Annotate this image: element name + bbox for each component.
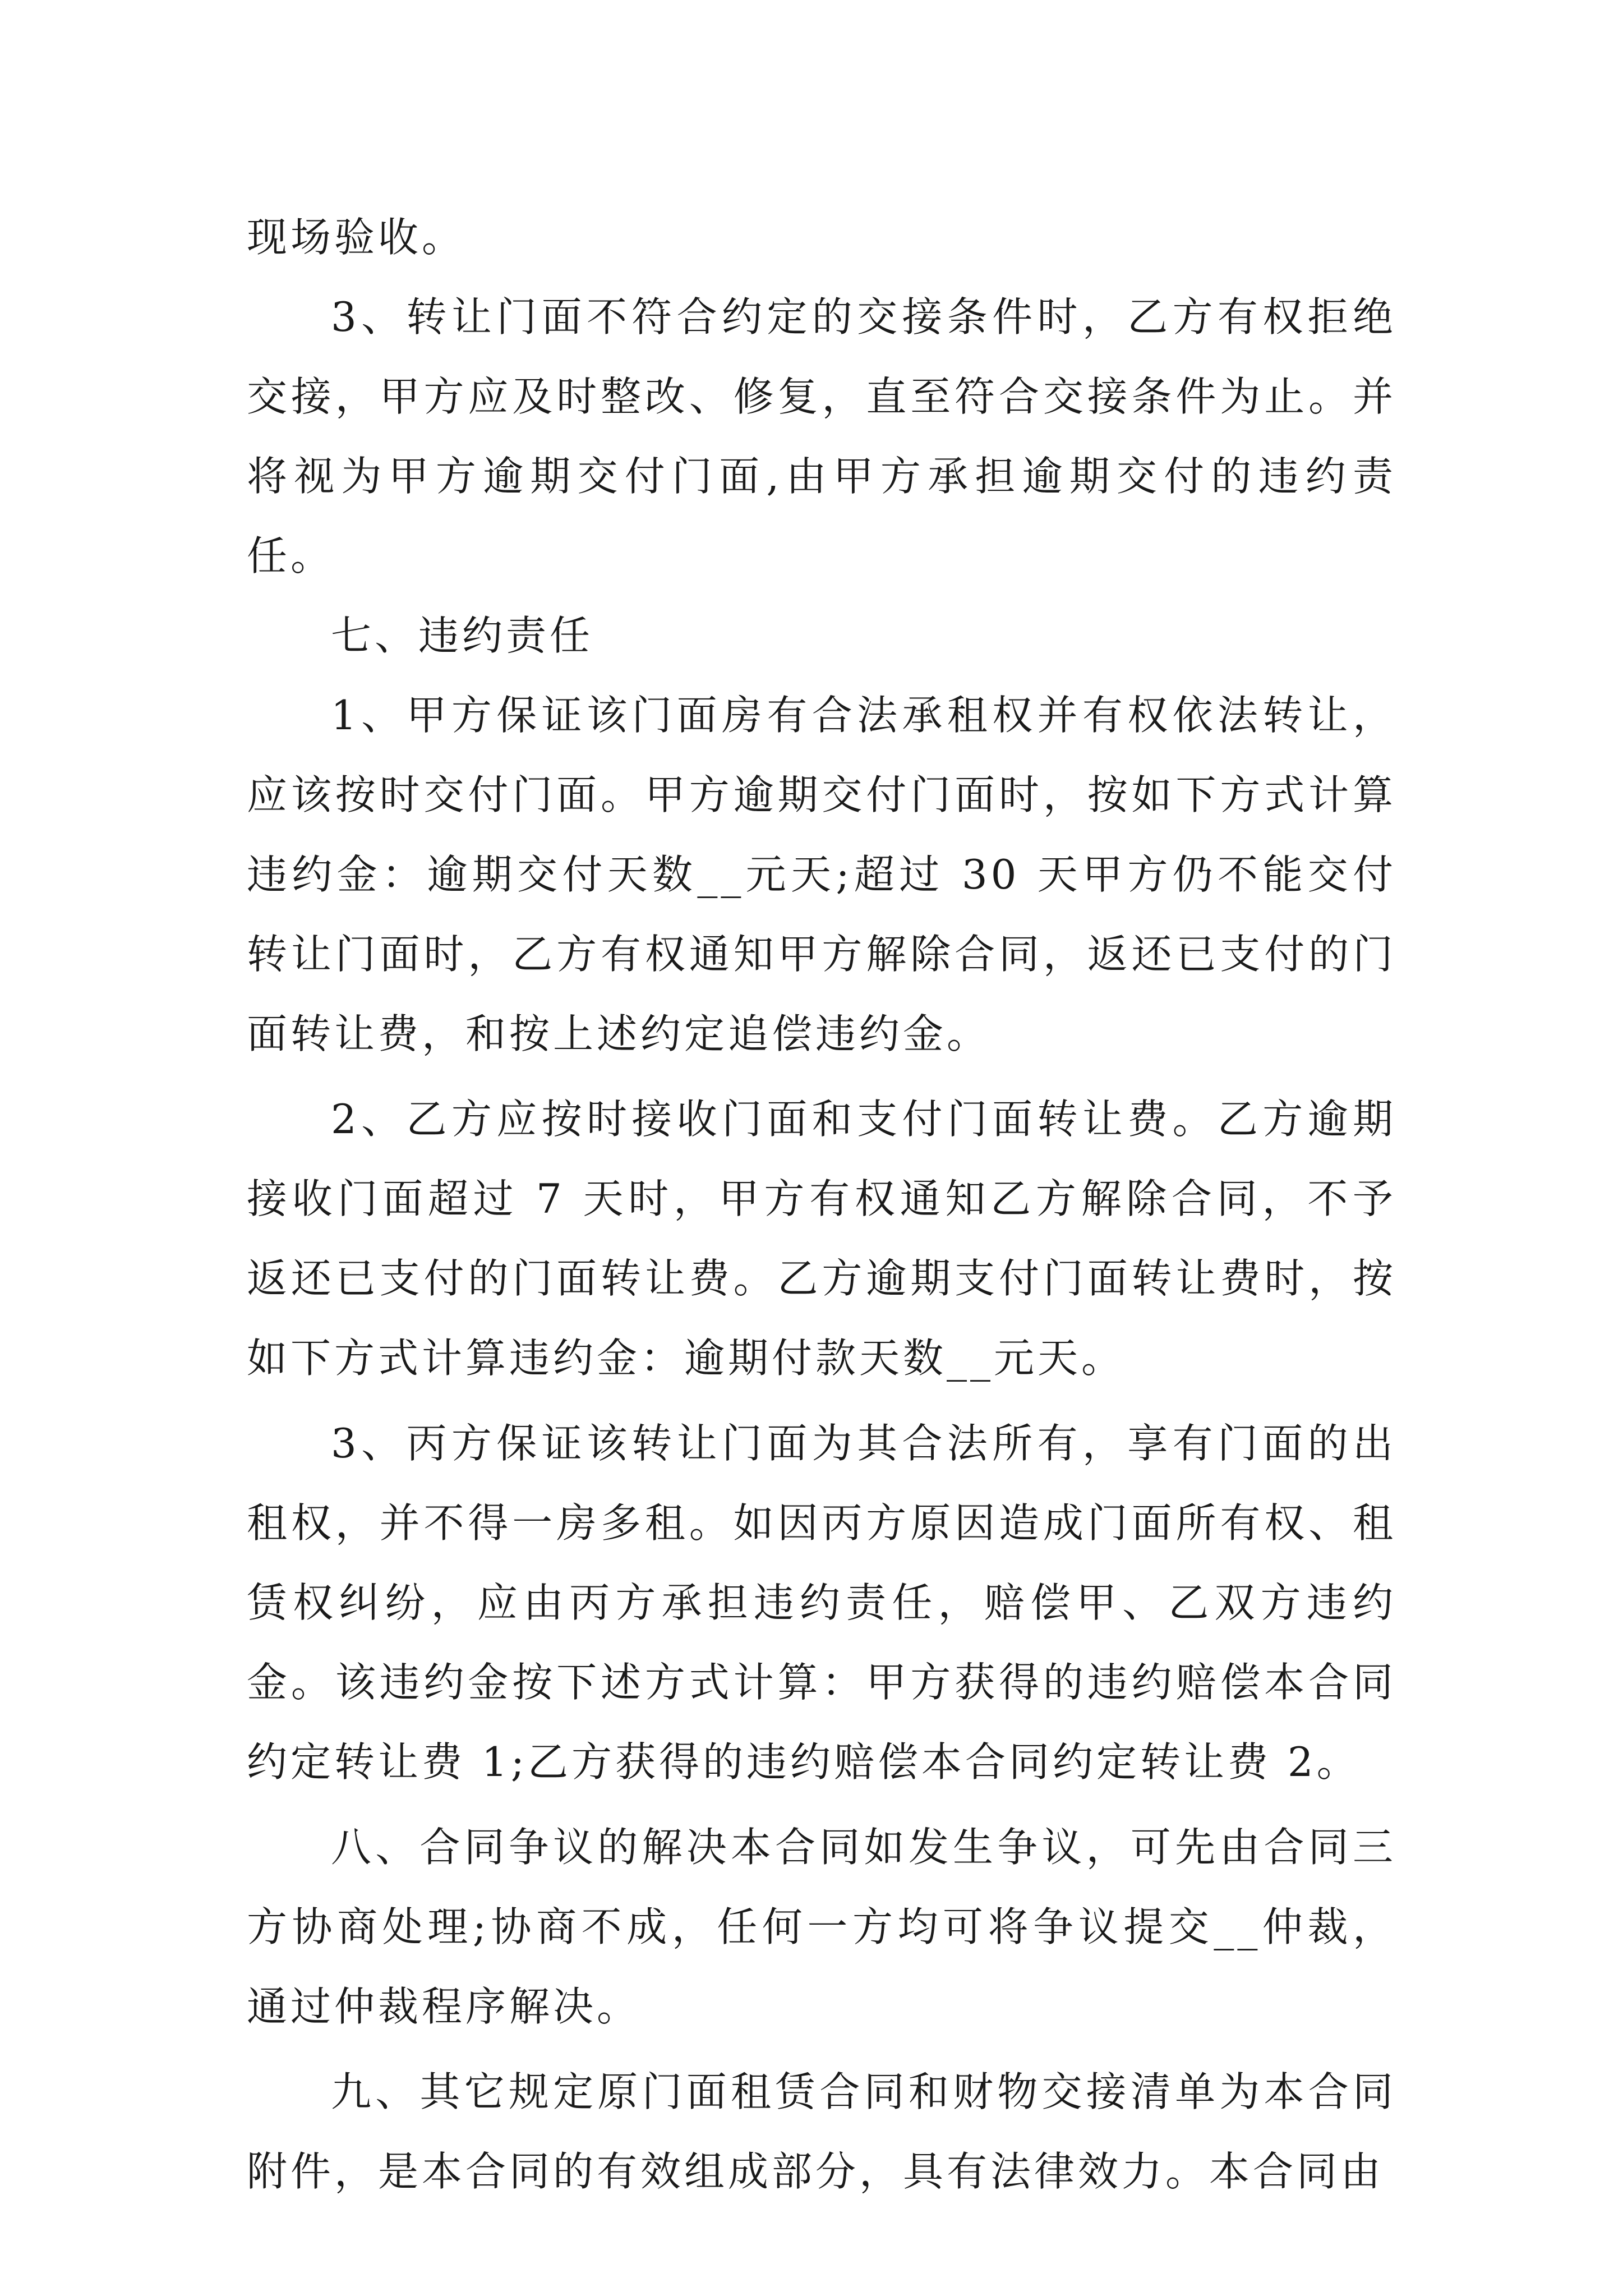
document-body xyxy=(247,197,1396,2211)
paragraph-dispute-resolution: 八、合同争议的解决本合同如发生争议，可先由合同三方协商处理;协商不成，任何一方均可将争议提交__仲裁，通过仲裁程序解决。 xyxy=(247,1824,1396,2030)
paragraph-clause-7-2: 2、乙方应按时接收门面和支付门面转让费。乙方逾期接收门面超过 7 天时，甲方有权通知乙方解除合同，不予返还已支付的门面转让费。乙方逾期支付门面转让费时，按如下方式计算违约金：逾期付款天数__元天。 xyxy=(247,1096,1396,1382)
paragraph-other-provisions: 九、其它规定原门面租赁合同和财物交接清单为本合同附件，是本合同的有效组成部分，具有法律效力。本合同由 xyxy=(247,2068,1396,2195)
paragraph-continuation: 现场验收。 xyxy=(247,214,466,261)
section-heading-breach-liability: 七、违约责任 xyxy=(331,612,594,659)
paragraph-clause-6-3: 3、转让门面不符合约定的交接条件时，乙方有权拒绝交接，甲方应及时整改、修复，直至符合交接条件为止。并将视为甲方逾期交付门面,由甲方承担逾期交付的违约责任。 xyxy=(247,293,1396,579)
paragraph-clause-7-1: 1、甲方保证该门面房有合法承租权并有权依法转让，应该按时交付门面。甲方逾期交付门面时，按如下方式计算违约金：逾期交付天数__元天;超过 30 天甲方仍不能交付转让门面时，乙方有权通知甲方解除合同，返还已支付的门面转让费，和按上述约定追偿违约金。 xyxy=(247,692,1396,1057)
paragraph-clause-7-3: 3、丙方保证该转让门面为其合法所有，享有门面的出租权，并不得一房多租。如因丙方原因造成门面所有权、租赁权纠纷，应由丙方承担违约责任，赔偿甲、乙双方违约金。该违约金按下述方式计算：甲方获得的违约赔偿本合同约定转让费 1;乙方获得的违约赔偿本合同约定转让费 2。 xyxy=(247,1420,1396,1786)
